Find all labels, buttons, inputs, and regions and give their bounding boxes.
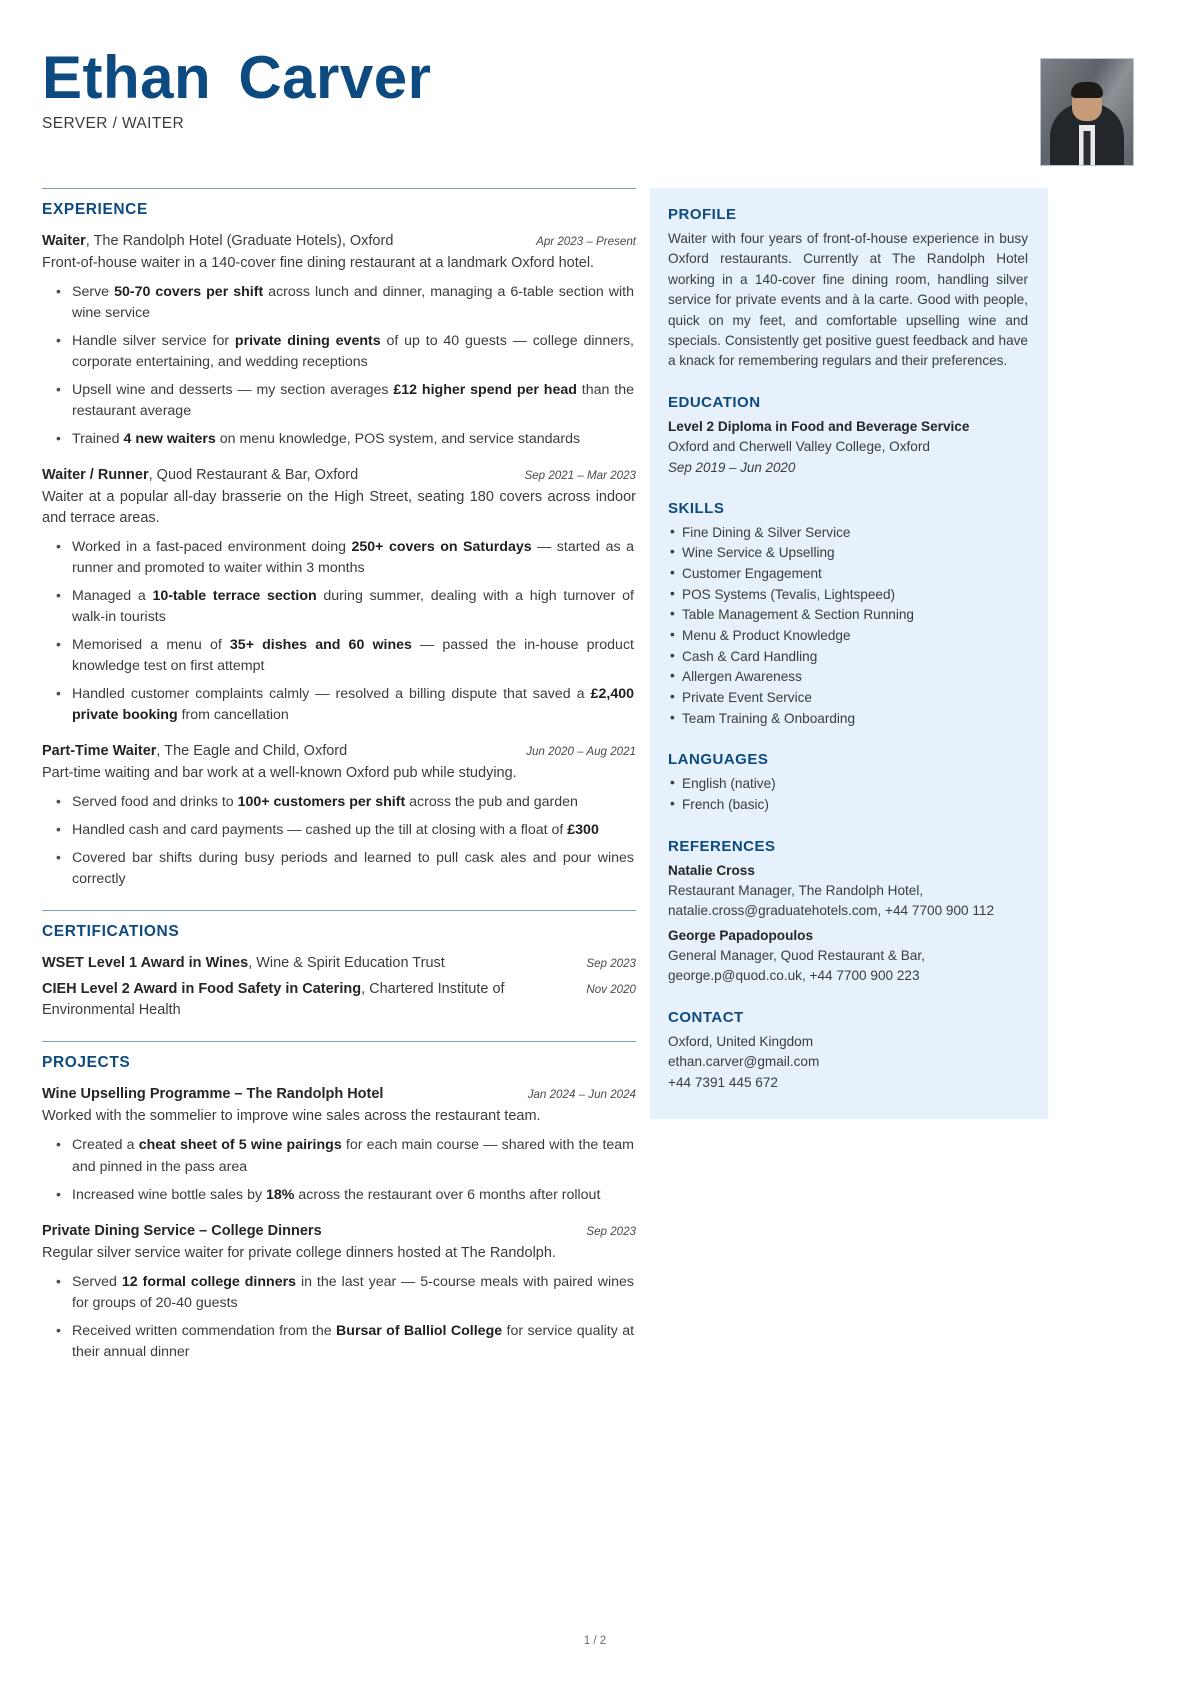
certification-name: CIEH Level 2 Award in Food Safety in Catering, Chartered Institute of Environmental Health [42,981,505,1019]
project-title: Private Dining Service – College Dinners [42,1222,322,1239]
bullet-item: • Upsell wine and desserts — my section averages £12 higher spend per head than the restaurant average [72,380,636,422]
certification-item [42,953,636,974]
sidebar-section-languages [668,751,1028,815]
entry-summary: Regular silver service waiter for private college dinners hosted at The Randolph. [42,1244,556,1261]
sidebar-heading-languages: LANGUAGES [668,751,769,769]
skill-item: • Allergen Awareness [668,667,1028,688]
experience-entry [42,465,636,726]
skill-item: • Table Management & Section Running [668,605,1028,626]
job-role: Waiter, The Randolph Hotel (Graduate Hotels), Oxford [42,233,394,249]
entry-header [42,1221,636,1242]
experience-entry [42,741,636,890]
section-heading-experience: EXPERIENCE [42,201,148,218]
bullet-item: • Handle silver service for private dining events of up to 40 guests — college dinners, corporate entertaining, and wedding receptions [72,331,636,373]
section-heading-certifications: CERTIFICATIONS [42,923,180,941]
sidebar-heading-education: EDUCATION [668,393,761,411]
reference-name: Natalie Cross [668,862,755,878]
reference-name: George Papadopoulos [668,927,814,943]
sidebar-heading-contact: CONTACT [668,1008,744,1026]
reference-item [668,861,1028,922]
bullet-item: • Handled customer complaints calmly — resolved a billing dispute that saved a £2,400 private booking from cancellation [72,684,636,726]
sidebar-section-contact [668,1009,1028,1093]
sidebar-section-references [668,838,1028,987]
entry-summary: Part-time waiting and bar work at a well-known Oxford pub while studying. [42,765,517,782]
contact-location: Oxford, United Kingdom [668,1033,814,1049]
certification-list [42,953,636,1021]
resume-header [0,0,1190,166]
bullet-item: • Received written commendation from the Bursar of Balliol College for service quality at their annual dinner [72,1321,636,1363]
entry-summary: Worked with the sommelier to improve wine sales across the restaurant team. [42,1108,541,1125]
entry-bullets [42,792,636,890]
entry-bullets [42,537,636,726]
sidebar-section-education [668,394,1028,478]
bullet-item: • Serve 50-70 covers per shift across lunch and dinner, managing a 6-table section with wine service [72,282,636,324]
section-experience [42,188,636,890]
bullet-item: • Handled cash and card payments — cashed up the till at closing with a float of £300 [72,820,636,841]
education-school: Oxford and Cherwell Valley College, Oxford [668,439,930,455]
reference-item [668,926,1028,987]
entry-date: Jun 2020 – Aug 2021 [526,745,636,759]
bullet-item: • Trained 4 new waiters on menu knowledge, POS system, and service standards [72,429,636,450]
bullet-item: • Covered bar shifts during busy periods and learned to pull cask ales and pour wines correctly [72,848,636,890]
reference-details: Restaurant Manager, The Randolph Hotel, natalie.cross@graduatehotels.com, +44 7700 900 112 [668,882,995,919]
sidebar-section-skills [668,500,1028,730]
education-degree: Level 2 Diploma in Food and Beverage Service [668,418,970,434]
page-number: 1 / 2 [583,1635,607,1647]
certification-name: WSET Level 1 Award in Wines, Wine & Spirit Education Trust [42,955,445,972]
entry-bullets [42,1272,636,1363]
section-projects [42,1041,636,1362]
skill-item: • Customer Engagement [668,564,1028,585]
entry-summary: Waiter at a popular all-day brasserie on the High Street, seating 180 covers across indoor and terrace areas. [42,489,636,527]
experience-entry-list [42,231,636,890]
certification-item [42,979,636,1021]
bullet-item: • Increased wine bottle sales by 18% across the restaurant over 6 months after rollout [72,1185,636,1206]
entry-bullets [42,282,636,450]
entry-date: Apr 2023 – Present [536,235,636,248]
entry-header [42,231,636,252]
main-column [42,188,636,1378]
bullet-item: • Memorised a menu of 35+ dishes and 60 wines — passed the in-house product knowledge test on first attempt [72,635,636,677]
contact-email[interactable]: ethan.carver@gmail.com [668,1054,820,1070]
page-title: Ethan Carver [42,44,432,111]
section-divider [42,910,636,911]
certification-date: Sep 2023 [586,957,636,971]
section-heading-projects: PROJECTS [42,1054,131,1072]
header-identity [42,46,431,133]
certification-date: Nov 2020 [586,983,636,997]
sidebar [650,188,1048,1119]
bullet-item: • Worked in a fast-paced environment doing 250+ covers on Saturdays — started as a runner and promoted to waiter within 3 months [72,537,636,579]
resume-columns [0,188,1190,1378]
project-entry [42,1221,636,1363]
entry-header [42,741,636,762]
skill-item: • Wine Service & Upselling [668,543,1028,564]
skill-item: • POS Systems (Tevalis, Lightspeed) [668,585,1028,606]
reference-details: General Manager, Quod Restaurant & Bar, george.p@quod.co.uk, +44 7700 900 223 [668,948,925,984]
project-entry-list [42,1084,636,1362]
skill-item: • Fine Dining & Silver Service [668,523,1028,544]
bullet-item: • Served 12 formal college dinners in the last year — 5-course meals with paired wines for groups of 20-40 guests [72,1272,636,1314]
job-role: Part-Time Waiter, The Eagle and Child, Oxford [42,743,348,760]
skill-item: • Cash & Card Handling [668,647,1028,668]
job-title: SERVER / WAITER [42,115,185,132]
entry-header [42,465,636,486]
entry-header [42,1084,636,1105]
section-divider [42,1041,636,1042]
sidebar-heading-references: REFERENCES [668,837,776,855]
entry-date: Jan 2024 – Jun 2024 [527,1088,636,1102]
skill-item: • Private Event Service [668,688,1028,709]
bullet-item: • Served food and drinks to 100+ customers per shift across the pub and garden [72,792,636,813]
contact-phone[interactable]: +44 7391 445 672 [668,1074,778,1090]
section-certifications [42,910,636,1021]
languages-list [668,774,1028,815]
sidebar-section-profile [668,206,1028,372]
experience-entry [42,231,636,450]
entry-date: Sep 2021 – Mar 2023 [524,469,636,483]
references-list [668,861,1028,987]
skills-list [668,523,1028,730]
avatar-hair [1071,82,1103,98]
skill-item: • Team Training & Onboarding [668,709,1028,730]
skill-item: • Menu & Product Knowledge [668,626,1028,647]
entry-date: Sep 2023 [586,1224,636,1238]
entry-summary: Front-of-house waiter in a 140-cover fine dining restaurant at a landmark Oxford hotel. [42,255,595,272]
education-date: Sep 2019 – Jun 2020 [668,459,796,475]
language-item: • English (native) [668,774,1028,795]
entry-bullets [42,1135,636,1205]
project-entry [42,1084,636,1205]
sidebar-heading-skills: SKILLS [668,499,725,517]
bullet-item: • Managed a 10-table terrace section during summer, dealing with a high turnover of walk-in tourists [72,586,636,628]
avatar [1040,58,1134,166]
language-item: • French (basic) [668,795,1028,816]
bullet-item: • Created a cheat sheet of 5 wine pairings for each main course — shared with the team and pinned in the pass area [72,1135,636,1177]
job-role: Waiter / Runner, Quod Restaurant & Bar, Oxford [42,467,359,484]
avatar-tie [1084,131,1091,165]
project-title: Wine Upselling Programme – The Randolph Hotel [42,1086,384,1103]
section-divider [42,188,636,189]
profile-text: Waiter with four years of front-of-house experience in busy Oxford restaurants. Currently at The Randolph Hotel working in a 140-cover fine dining room, handling silver service for private events and à la carte. Good with people, quick on my feet, and comfortable upselling wine and specials. Consistently get positive guest feedback and have a knack for remembering regulars and their preferences. [668,231,1028,369]
sidebar-heading-profile: PROFILE [668,206,737,223]
